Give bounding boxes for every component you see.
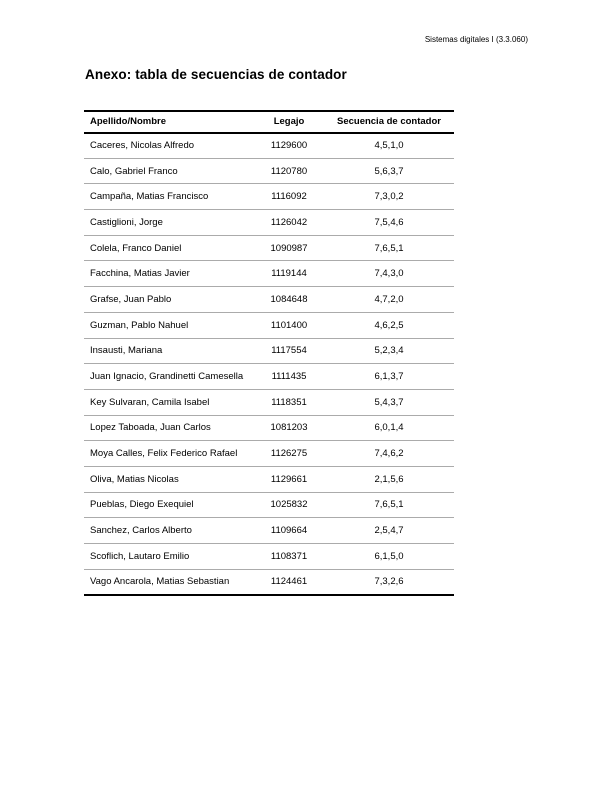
table-row bbox=[84, 389, 454, 415]
cell-secuencia: 7,6,5,1 bbox=[324, 235, 454, 261]
cell-legajo: 1111435 bbox=[254, 364, 324, 390]
cell-name: Campaña, Matias Francisco bbox=[84, 184, 254, 210]
cell-legajo: 1116092 bbox=[254, 184, 324, 210]
cell-name: Moya Calles, Felix Federico Rafael bbox=[84, 441, 254, 467]
column-header-secuencia-de-contador: Secuencia de contador bbox=[324, 111, 454, 133]
cell-legajo: 1081203 bbox=[254, 415, 324, 441]
table-row bbox=[84, 312, 454, 338]
cell-name: Key Sulvaran, Camila Isabel bbox=[84, 389, 254, 415]
table-row bbox=[84, 544, 454, 570]
cell-secuencia: 5,2,3,4 bbox=[324, 338, 454, 364]
cell-legajo: 1126275 bbox=[254, 441, 324, 467]
table-row bbox=[84, 235, 454, 261]
cell-name: Insausti, Mariana bbox=[84, 338, 254, 364]
cell-legajo: 1126042 bbox=[254, 210, 324, 236]
table-row bbox=[84, 287, 454, 313]
table-row bbox=[84, 466, 454, 492]
cell-legajo: 1109664 bbox=[254, 518, 324, 544]
cell-secuencia: 7,6,5,1 bbox=[324, 492, 454, 518]
table-row bbox=[84, 518, 454, 544]
cell-name: Facchina, Matias Javier bbox=[84, 261, 254, 287]
cell-secuencia: 5,4,3,7 bbox=[324, 389, 454, 415]
table-header-row bbox=[84, 111, 454, 133]
table-row bbox=[84, 441, 454, 467]
page-title: Anexo: tabla de secuencias de contador bbox=[85, 67, 347, 82]
cell-legajo: 1025832 bbox=[254, 492, 324, 518]
running-header: Sistemas digitales I (3.3.060) bbox=[424, 35, 528, 44]
cell-legajo: 1084648 bbox=[254, 287, 324, 313]
cell-secuencia: 2,5,4,7 bbox=[324, 518, 454, 544]
cell-name: Lopez Taboada, Juan Carlos bbox=[84, 415, 254, 441]
cell-legajo: 1101400 bbox=[254, 312, 324, 338]
table-row bbox=[84, 133, 454, 159]
cell-secuencia: 7,5,4,6 bbox=[324, 210, 454, 236]
table-body bbox=[84, 133, 454, 595]
table-row bbox=[84, 158, 454, 184]
cell-legajo: 1090987 bbox=[254, 235, 324, 261]
cell-secuencia: 7,3,2,6 bbox=[324, 569, 454, 595]
table-row bbox=[84, 415, 454, 441]
table-row bbox=[84, 364, 454, 390]
cell-secuencia: 6,0,1,4 bbox=[324, 415, 454, 441]
cell-secuencia: 4,6,2,5 bbox=[324, 312, 454, 338]
cell-name: Sanchez, Carlos Alberto bbox=[84, 518, 254, 544]
table-row bbox=[84, 492, 454, 518]
cell-legajo: 1118351 bbox=[254, 389, 324, 415]
cell-legajo: 1117554 bbox=[254, 338, 324, 364]
counter-sequence-table bbox=[84, 110, 454, 596]
cell-secuencia: 6,1,3,7 bbox=[324, 364, 454, 390]
cell-name: Vago Ancarola, Matias Sebastian bbox=[84, 569, 254, 595]
column-header-apellido-nombre: Apellido/Nombre bbox=[84, 111, 254, 133]
cell-name: Scoflich, Lautaro Emilio bbox=[84, 544, 254, 570]
table-row bbox=[84, 184, 454, 210]
cell-name: Calo, Gabriel Franco bbox=[84, 158, 254, 184]
cell-secuencia: 7,4,3,0 bbox=[324, 261, 454, 287]
cell-name: Guzman, Pablo Nahuel bbox=[84, 312, 254, 338]
cell-name: Grafse, Juan Pablo bbox=[84, 287, 254, 313]
cell-legajo: 1129600 bbox=[254, 133, 324, 159]
cell-secuencia: 7,4,6,2 bbox=[324, 441, 454, 467]
cell-secuencia: 4,7,2,0 bbox=[324, 287, 454, 313]
column-header-legajo: Legajo bbox=[254, 111, 324, 133]
cell-name: Colela, Franco Daniel bbox=[84, 235, 254, 261]
cell-secuencia: 7,3,0,2 bbox=[324, 184, 454, 210]
table-row bbox=[84, 210, 454, 236]
cell-name: Juan Ignacio, Grandinetti Camesella bbox=[84, 364, 254, 390]
cell-secuencia: 5,6,3,7 bbox=[324, 158, 454, 184]
cell-legajo: 1120780 bbox=[254, 158, 324, 184]
cell-legajo: 1124461 bbox=[254, 569, 324, 595]
cell-name: Pueblas, Diego Exequiel bbox=[84, 492, 254, 518]
cell-legajo: 1119144 bbox=[254, 261, 324, 287]
cell-name: Oliva, Matias Nicolas bbox=[84, 466, 254, 492]
cell-name: Castiglioni, Jorge bbox=[84, 210, 254, 236]
table-row bbox=[84, 569, 454, 595]
cell-secuencia: 4,5,1,0 bbox=[324, 133, 454, 159]
cell-secuencia: 2,1,5,6 bbox=[324, 466, 454, 492]
table-row bbox=[84, 261, 454, 287]
table-row bbox=[84, 338, 454, 364]
cell-name: Caceres, Nicolas Alfredo bbox=[84, 133, 254, 159]
cell-legajo: 1129661 bbox=[254, 466, 324, 492]
cell-secuencia: 6,1,5,0 bbox=[324, 544, 454, 570]
cell-legajo: 1108371 bbox=[254, 544, 324, 570]
